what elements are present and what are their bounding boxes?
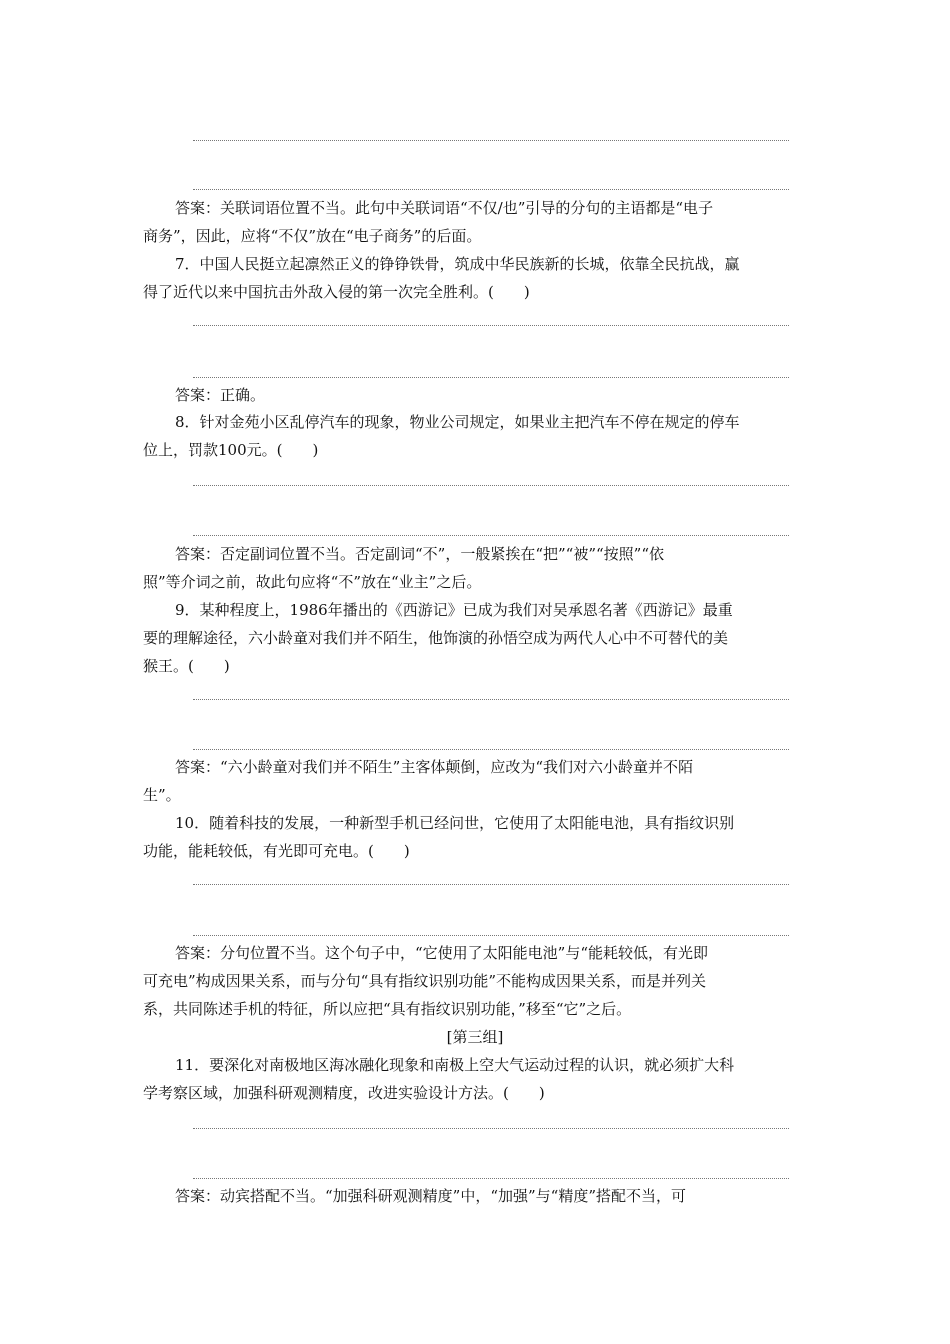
question-9-line-3: 猴王。( ) [143, 657, 230, 675]
question-10-line-1: 10．随着科技的发展，一种新型手机已经问世，它使用了太阳能电池，具有指纹识别 [175, 814, 735, 832]
answer-blank-line [193, 535, 789, 536]
question-11-line-1: 11．要深化对南极地区海冰融化现象和南极上空大气运动过程的认识，就必须扩大科 [175, 1056, 735, 1074]
question-8-line-2: 位上，罚款100元。( ) [143, 441, 319, 459]
answer-blank-line [193, 140, 789, 141]
answer-6-line-2: 商务”，因此，应将“不仅”放在“电子商务”的后面。 [143, 227, 482, 245]
answer-blank-line [193, 699, 789, 700]
answer-blank-line [193, 325, 789, 326]
answer-10-line-1: 答案：分句位置不当。这个句子中，“它使用了太阳能电池”与“能耗较低，有光即 [175, 944, 709, 962]
answer-11-line-1: 答案：动宾搭配不当。“加强科研观测精度”中，“加强”与“精度”搭配不当，可 [175, 1187, 687, 1205]
answer-8-line-2: 照”等介词之前，故此句应将“不”放在“业主”之后。 [143, 573, 482, 591]
answer-10-line-2: 可充电”构成因果关系，而与分句“具有指纹识别功能”不能构成因果关系，而是并列关 [143, 972, 707, 990]
question-9-line-1: 9．某种程度上，1986年播出的《西游记》已成为我们对吴承恩名著《西游记》最重 [175, 601, 733, 619]
question-9-line-2: 要的理解途径，六小龄童对我们并不陌生，他饰演的孙悟空成为两代人心中不可替代的美 [143, 629, 729, 647]
answer-blank-line [193, 377, 789, 378]
question-7-line-1: 7．中国人民挺立起凛然正义的铮铮铁骨，筑成中华民族新的长城，依靠全民抗战，赢 [175, 255, 740, 273]
answer-7: 答案：正确。 [175, 386, 266, 404]
answer-blank-line [193, 485, 789, 486]
question-8-line-1: 8．针对金苑小区乱停汽车的现象，物业公司规定，如果业主把汽车不停在规定的停车 [175, 413, 740, 431]
answer-blank-line [193, 935, 789, 936]
answer-10-line-3: 系，共同陈述手机的特征，所以应把“具有指纹识别功能，”移至“它”之后。 [143, 1000, 632, 1018]
answer-9-line-2: 生”。 [143, 786, 181, 804]
answer-6-line-1: 答案：关联词语位置不当。此句中关联词语“不仅/也”引导的分句的主语都是“电子 [175, 199, 714, 217]
answer-9-line-1: 答案：“六小龄童对我们并不陌生”主客体颠倒，应改为“我们对六小龄童并不陌 [175, 758, 694, 776]
group-heading: [第三组] [446, 1028, 504, 1046]
answer-blank-line [193, 1128, 789, 1129]
answer-8-line-1: 答案：否定副词位置不当。否定副词“不”，一般紧挨在“把”“被”“按照”“依 [175, 545, 665, 563]
answer-blank-line [193, 189, 789, 190]
answer-blank-line [193, 749, 789, 750]
answer-blank-line [193, 884, 789, 885]
question-11-line-2: 学考察区域，加强科研观测精度，改进实验设计方法。( ) [143, 1084, 545, 1102]
question-10-line-2: 功能，能耗较低，有光即可充电。( ) [143, 842, 410, 860]
answer-blank-line [193, 1178, 789, 1179]
question-7-line-2: 得了近代以来中国抗击外敌入侵的第一次完全胜利。( ) [143, 283, 530, 301]
